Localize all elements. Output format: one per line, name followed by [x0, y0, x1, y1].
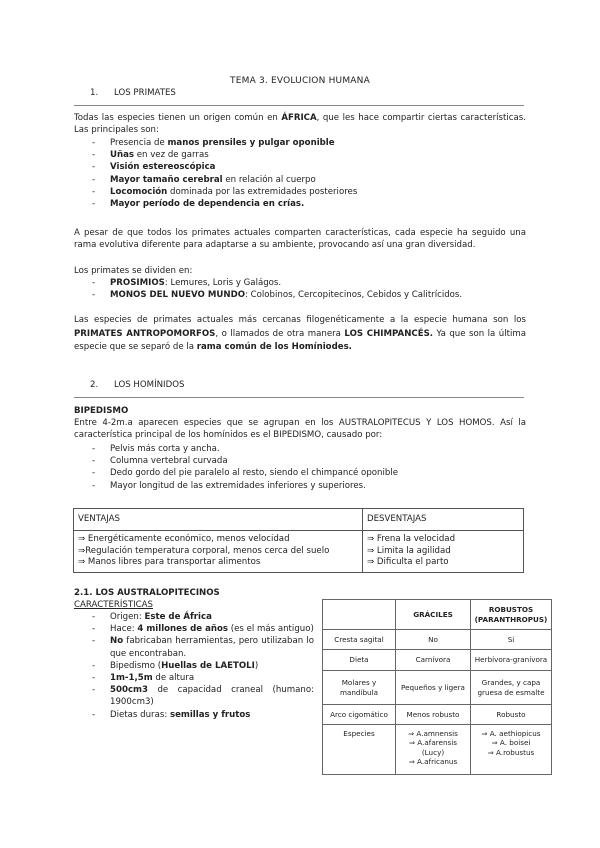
- row-label: Arco cigomático: [323, 705, 396, 725]
- cell-gracil: Carnívora: [396, 650, 471, 671]
- cell-robusto-species: ⇒ A. aethiopicus ⇒ A. boisei ⇒ A.robustus: [471, 725, 552, 775]
- cell-gracil: No: [396, 630, 471, 650]
- table-header-advantages: VENTAJAS: [74, 509, 363, 531]
- bipedismo-paragraph: Entre 4-2m.a aparecen especies que se agrupan en los AUSTRALOPITECUS Y LOS HOMOS. Así la característica principal de los homínidos es el BIPEDISMO, causado por:: [74, 418, 526, 441]
- list-item: - 1m-1,5m de altura: [92, 672, 314, 684]
- list-item: - Bipedismo (Huellas de LAETOLI): [92, 660, 314, 672]
- intro-bold: ÁFRICA: [281, 113, 317, 123]
- section-title: LOS HOMÍNIDOS: [114, 380, 185, 390]
- traits-list: [92, 137, 522, 210]
- list-item: - PROSIMIOS: Lemures, Loris y Galágos.: [92, 277, 522, 289]
- division-intro: Los primates se dividen en:: [74, 266, 193, 276]
- list-item: - Presencia de manos prensiles y pulgar oponible: [92, 137, 522, 149]
- table-header-disadvantages: DESVENTAJAS: [363, 509, 524, 531]
- advantage-item: ⇒ Energéticamente económico, menos velocidad: [78, 534, 290, 544]
- page-title: TEMA 3. EVOLUCION HUMANA: [230, 76, 370, 86]
- cell-gracil: Menos robusto: [396, 705, 471, 725]
- intro-text-end: , que les hace compartir ciertas características. Las principales son:: [74, 113, 526, 136]
- cell-robusto: Sí: [471, 630, 552, 650]
- row-label: Molares y mandíbula: [323, 671, 396, 705]
- groups-list: [92, 277, 522, 301]
- list-item: - Columna vertebral curvada: [92, 455, 522, 467]
- diversity-paragraph: A pesar de que todos los primates actuales comparten características, cada especie ha seguido una rama evolutiva diferente para adaptarse a su ambiente, provocando así una gran diversidad.: [74, 228, 526, 251]
- header-robustos: ROBUSTOS (PARANTHROPUS): [471, 600, 552, 630]
- australopitecinos-heading: 2.1. LOS AUSTRALOPITECINOS: [74, 588, 220, 598]
- cell-gracil-species: ⇒ A.amnensis ⇒ A.afarensis (Lucy) ⇒ A.africanus: [396, 725, 471, 775]
- australopitecinos-list: [92, 611, 314, 721]
- divider: [74, 105, 524, 106]
- row-label: Especies: [323, 725, 396, 775]
- divider: [74, 397, 524, 398]
- list-item: - Mayor tamaño cerebral en relación al cuerpo: [92, 174, 522, 186]
- cell-robusto: Grandes, y capa gruesa de esmalte: [471, 671, 552, 705]
- list-item: - Pelvis más corta y ancha.: [92, 443, 522, 455]
- empty-header-cell: [323, 600, 396, 630]
- list-item: - Mayor longitud de las extremidades inferiores y superiores.: [92, 480, 522, 492]
- list-item: - Uñas en vez de garras: [92, 149, 522, 161]
- causes-list: [92, 443, 522, 492]
- gracile-robust-table: [322, 599, 552, 775]
- header-graciles: GRÁCILES: [396, 600, 471, 630]
- disadvantage-item: ⇒ Limita la agilidad: [367, 545, 451, 556]
- cell-robusto: Herbívora-granívora: [471, 650, 552, 671]
- section-title: LOS PRIMATES: [114, 88, 176, 98]
- advantages-cell: [74, 531, 363, 573]
- section-heading-hominidos: [74, 379, 184, 391]
- characteristics-subheading: CARACTERÍSTICAS: [74, 600, 153, 610]
- section-heading-primates: [74, 87, 176, 99]
- list-item: - Dietas duras: semillas y frutos: [92, 709, 314, 721]
- cell-robusto: Robusto: [471, 705, 552, 725]
- row-label: Dieta: [323, 650, 396, 671]
- list-item: - Locomoción dominada por las extremidades posteriores: [92, 186, 522, 198]
- disadvantages-cell: [363, 531, 524, 573]
- row-label: Cresta sagital: [323, 630, 396, 650]
- list-item: - MONOS DEL NUEVO MUNDO: Colobinos, Cercopitecinos, Cebidos y Calitrícidos.: [92, 289, 522, 301]
- list-item: - 500cm3 de capacidad craneal (humano: 1900cm3): [92, 684, 314, 708]
- list-item: - Dedo gordo del pie paralelo al resto, siendo el chimpancé oponible: [92, 467, 522, 479]
- list-item: - Hace: 4 millones de años (es el más antiguo): [92, 623, 314, 635]
- advantage-item: ⇒ Manos libres para transportar alimentos: [78, 557, 261, 567]
- intro-paragraph: [74, 112, 526, 136]
- antropomorfos-paragraph: Las especies de primates actuales más cercanas filogenéticamente a la especie humana son los PRIMATES ANTROPOMORFOS, o llamados de otra manera LOS CHIMPANCÉS. Ya que son la última especie que se separó de la rama común de los Homíniodes.: [74, 315, 526, 352]
- advantage-item: ⇒Regulación temperatura corporal, menos cerca del suelo: [78, 545, 330, 556]
- intro-text: Todas las especies tienen un origen común en: [74, 113, 282, 123]
- cell-gracil: Pequeños y ligera: [396, 671, 471, 705]
- section-number: 2.: [90, 380, 99, 390]
- list-item: - Origen: Este de África: [92, 611, 314, 623]
- section-number: 1.: [90, 88, 99, 98]
- list-item: - Mayor período de dependencia en crías.: [92, 198, 522, 210]
- bipedismo-title: BIPEDISMO: [74, 406, 129, 416]
- advantages-table: [73, 508, 524, 573]
- disadvantage-item: ⇒ Frena la velocidad: [367, 534, 456, 544]
- disadvantage-item: ⇒ Dificulta el parto: [367, 557, 449, 567]
- list-item: - No fabricaban herramientas, pero utilizaban lo que encontraban.: [92, 635, 314, 659]
- list-item: - Visión estereoscópica: [92, 161, 522, 173]
